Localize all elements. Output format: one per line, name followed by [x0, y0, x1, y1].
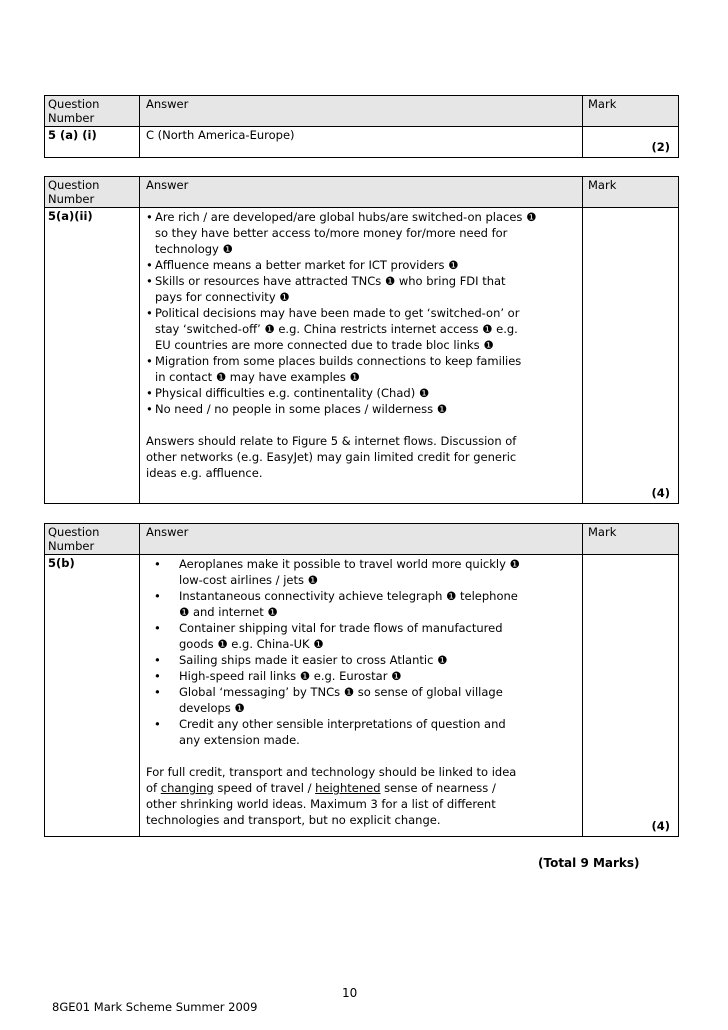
- question-number: 5(a)(ii): [45, 208, 140, 503]
- table-row: [45, 208, 678, 503]
- bullet-text: Credit any other sensible interpretations of question and any extension made.: [179, 717, 506, 747]
- note-line: For full credit, transport and technology should be linked to idea: [146, 765, 517, 779]
- mark-value: (2): [651, 140, 670, 154]
- list-item: • Instantaneous connectivity achieve telegraph ❶ telephone ❶ and internet ❶: [154, 589, 518, 619]
- mark-value: (4): [651, 819, 670, 833]
- header-answer: Answer: [140, 177, 583, 207]
- list-item: • Migration from some places builds connections to keep families in contact ❶ may have examples ❶: [146, 354, 522, 384]
- header-mark: Mark: [588, 525, 617, 539]
- answer-cell: [140, 555, 583, 836]
- header-mark: Mark: [588, 97, 617, 111]
- question-table-5ai: [44, 95, 679, 158]
- list-item: • Credit any other sensible interpretations of question and any extension made.: [154, 717, 506, 747]
- bullet-text: Instantaneous connectivity achieve telegraph ❶ telephone ❶ and internet ❶: [179, 589, 518, 619]
- list-item: • Political decisions may have been made to get ‘switched-on’ or stay ‘switched-off’ ❶ e.g. China restricts internet access ❶ e.g. EU countries are more connected due to trade bloc links ❶: [146, 306, 520, 352]
- bullet-text: Sailing ships made it easier to cross Atlantic ❶: [179, 653, 448, 667]
- bullet-text: Political decisions may have been made to get ‘switched-on’ or stay ‘switched-off’ ❶ e.g. China restricts internet access ❶ e.g. EU countries are more connected due to trade bloc links ❶: [155, 306, 520, 352]
- table-row: [45, 555, 678, 836]
- marking-note: [146, 764, 576, 828]
- total-marks: (Total 9 Marks): [538, 856, 640, 870]
- bullet-text: Global ‘messaging’ by TNCs ❶ so sense of global village develops ❶: [179, 685, 503, 715]
- list-item: • Physical difficulties e.g. continentality (Chad) ❶: [146, 386, 430, 400]
- list-item: • Sailing ships made it easier to cross Atlantic ❶: [154, 653, 448, 667]
- list-item: • Global ‘messaging’ by TNCs ❶ so sense of global village develops ❶: [154, 685, 503, 715]
- list-item: • Are rich / are developed/are global hubs/are switched-on places ❶ so they have better access to/more money for/more need for technology ❶: [146, 210, 537, 256]
- note-line: technologies and transport, but no explicit change.: [146, 813, 441, 827]
- table-row: [45, 127, 678, 157]
- mark-value: (4): [651, 486, 670, 500]
- question-number: 5(b): [45, 555, 140, 836]
- question-table-5aii: [44, 176, 679, 504]
- answer-cell: [140, 208, 583, 503]
- bullet-text: Are rich / are developed/are global hubs/are switched-on places ❶ so they have better access to/more money for/more need for technology ❶: [155, 210, 537, 256]
- list-item: • No need / no people in some places / wilderness ❶: [146, 402, 448, 416]
- page-number: 10: [342, 986, 358, 1000]
- bullet-text: Container shipping vital for trade flows of manufactured goods ❶ e.g. China-UK ❶: [179, 621, 503, 651]
- underlined-heightened: heightened: [315, 781, 381, 795]
- bullet-text: High-speed rail links ❶ e.g. Eurostar ❶: [179, 669, 402, 683]
- header-mark: Mark: [588, 178, 617, 192]
- question-number: 5 (a) (i): [45, 127, 140, 157]
- header-question-number: Question Number: [45, 96, 140, 126]
- table-header: [45, 177, 678, 208]
- table-header: [45, 96, 678, 127]
- list-item: • Aeroplanes make it possible to travel world more quickly ❶ low-cost airlines / jets ❶: [154, 557, 520, 587]
- bullet-text: Aeroplanes make it possible to travel world more quickly ❶ low-cost airlines / jets ❶: [179, 557, 520, 587]
- note-line: of changing speed of travel / heightened sense of nearness /: [146, 781, 496, 795]
- marking-note: Answers should relate to Figure 5 & internet flows. Discussion of other networks (e.g. EasyJet) may gain limited credit for generic ideas e.g. affluence.: [146, 434, 517, 480]
- bullet-text: Migration from some places builds connections to keep families in contact ❶ may have examples ❶: [155, 354, 522, 384]
- list-item: • Container shipping vital for trade flows of manufactured goods ❶ e.g. China-UK ❶: [154, 621, 503, 651]
- bullet-text: Affluence means a better market for ICT providers ❶: [155, 258, 459, 272]
- bullet-text: No need / no people in some places / wilderness ❶: [155, 402, 448, 416]
- mark-cell: [583, 555, 678, 836]
- underlined-changing: changing: [160, 781, 214, 795]
- header-question-number: Question Number: [45, 524, 140, 554]
- list-item: • Affluence means a better market for ICT providers ❶: [146, 258, 459, 272]
- bullet-text: Skills or resources have attracted TNCs ❶ who bring FDI that pays for connectivity ❶: [155, 274, 506, 304]
- table-header: [45, 524, 678, 555]
- list-item: • High-speed rail links ❶ e.g. Eurostar ❶: [154, 669, 402, 683]
- header-answer: Answer: [140, 524, 583, 554]
- header-question-number: Question Number: [45, 177, 140, 207]
- header-answer: Answer: [140, 96, 583, 126]
- question-table-5b: [44, 523, 679, 837]
- page-footer: 8GE01 Mark Scheme Summer 2009: [52, 1000, 258, 1014]
- note-line: other shrinking world ideas. Maximum 3 for a list of different: [146, 797, 496, 811]
- bullet-text: Physical difficulties e.g. continentality (Chad) ❶: [155, 386, 430, 400]
- mark-cell: [583, 208, 678, 503]
- mark-cell: [583, 127, 678, 157]
- list-item: • Skills or resources have attracted TNCs ❶ who bring FDI that pays for connectivity ❶: [146, 274, 506, 304]
- answer-text: C (North America-Europe): [140, 127, 583, 157]
